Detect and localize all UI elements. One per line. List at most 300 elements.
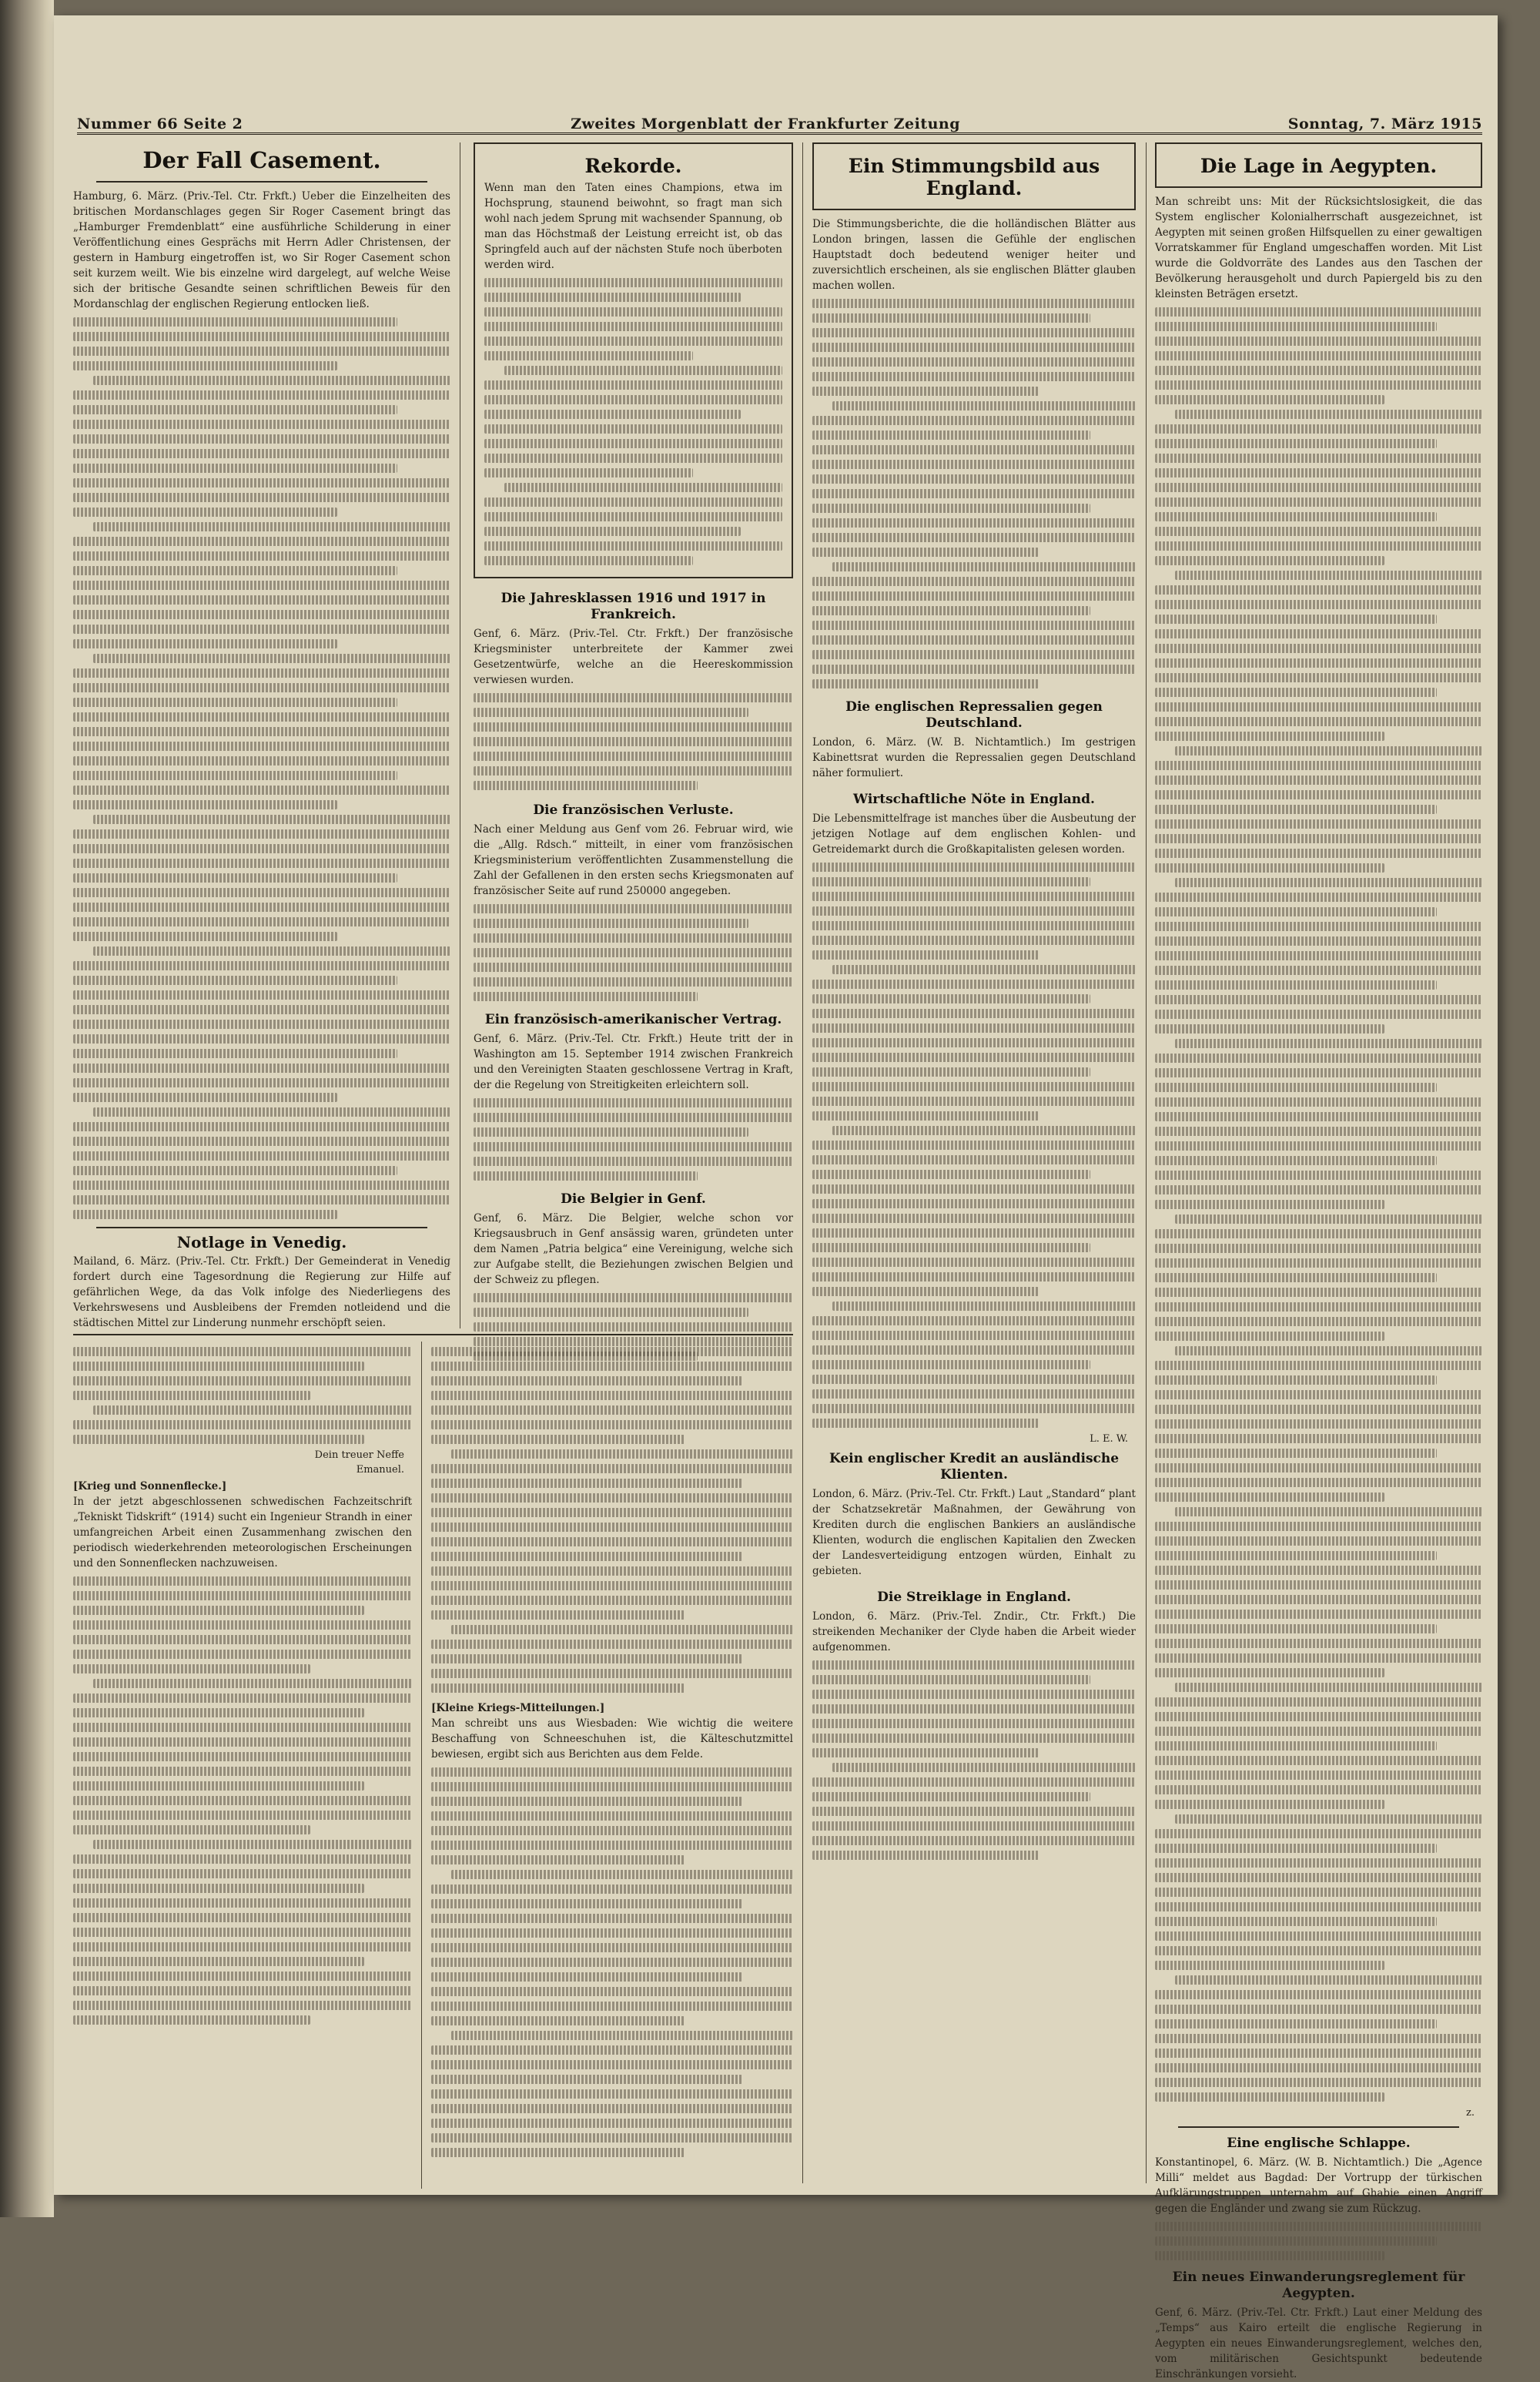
text-line bbox=[812, 416, 1136, 425]
text-line bbox=[812, 994, 1090, 1003]
text-line bbox=[73, 1576, 412, 1586]
article-lead: Man schreibt uns: Mit der Rücksichtslosigkeit, die das System englischer Kolonialherrschaft ausgezeichnet, ist Aegypten mit seinen großen Hilfsquellen zu einer gewaltigen Vorratskammer für England umgeschaffen worden. Mit List wurde die Goldvorräte des Landes aus den Taschen der Bevölkerung herausgeholt und durch Papiergeld bis zu den kleinsten Beträgen ersetzt. bbox=[1155, 196, 1482, 300]
text-line bbox=[1155, 1478, 1482, 1487]
text-line bbox=[93, 654, 450, 663]
text-line bbox=[1155, 1361, 1482, 1370]
text-line bbox=[73, 1210, 337, 1219]
text-line bbox=[1155, 395, 1384, 404]
text-line bbox=[431, 2119, 793, 2128]
text-line bbox=[1155, 439, 1437, 448]
text-line bbox=[1155, 1083, 1437, 1092]
text-line bbox=[474, 933, 793, 943]
text-line bbox=[73, 1591, 412, 1600]
text-line bbox=[1155, 1595, 1482, 1604]
text-line bbox=[1155, 2005, 1482, 2014]
text-line bbox=[73, 1854, 412, 1864]
text-line bbox=[812, 1243, 1090, 1252]
text-line bbox=[812, 1748, 1039, 1757]
text-line bbox=[73, 1694, 412, 1703]
text-line bbox=[431, 2002, 793, 2011]
text-line bbox=[812, 1316, 1136, 1325]
text-line bbox=[812, 892, 1136, 901]
text-line bbox=[1155, 337, 1482, 346]
text-line bbox=[73, 1884, 364, 1893]
text-line bbox=[1155, 1990, 1482, 1999]
text-line bbox=[73, 610, 450, 619]
text-line bbox=[73, 317, 397, 327]
text-line bbox=[1155, 1946, 1482, 1955]
text-line bbox=[431, 1914, 793, 1923]
text-line bbox=[1155, 1653, 1482, 1663]
text-line bbox=[812, 1272, 1136, 1281]
text-line bbox=[73, 1435, 364, 1444]
text-line bbox=[73, 449, 450, 458]
text-line bbox=[484, 454, 782, 463]
text-line bbox=[431, 1596, 793, 1605]
article-lead: Genf, 6. März. (Priv.-Tel. Ctr. Frkft.) Der französische Kriegsminister unterbreitete der Kammer zwei Gesetzentwürfe, welche an die Heereskommission verwiesen wurden. bbox=[474, 628, 793, 686]
text-line bbox=[431, 1435, 685, 1444]
text-line bbox=[1155, 2251, 1384, 2260]
text-line bbox=[1155, 468, 1482, 477]
text-line bbox=[1155, 307, 1482, 317]
text-line bbox=[431, 2060, 793, 2069]
text-line bbox=[1175, 746, 1482, 755]
text-line bbox=[431, 1972, 742, 1982]
article-title: Eine englische Schlappe. bbox=[1227, 2136, 1411, 2151]
text-line bbox=[812, 1345, 1136, 1355]
text-line bbox=[73, 976, 397, 985]
text-line bbox=[812, 577, 1136, 586]
text-line bbox=[1155, 1449, 1437, 1458]
column-2 bbox=[474, 142, 793, 1366]
text-line bbox=[812, 679, 1039, 688]
text-line bbox=[1155, 1800, 1384, 1809]
text-line bbox=[1155, 2092, 1384, 2102]
section-rule bbox=[73, 1334, 793, 1335]
column-3 bbox=[812, 142, 1136, 1865]
feuilleton-box bbox=[474, 142, 793, 578]
article-lead: Genf, 6. März. Die Belgier, welche schon vor Kriegsausbruch in Genf ansässig waren, gründeten unter dem Namen „Patria belgica“ eine Vereinigung, welche sich zur Aufgabe stellt, die Beziehungen zwischen Belgien und der Schweiz zu pflegen. bbox=[474, 1212, 793, 1286]
text-line bbox=[73, 1181, 450, 1190]
text-line bbox=[93, 1405, 412, 1415]
newspaper-page bbox=[54, 15, 1498, 2380]
text-line bbox=[812, 1331, 1136, 1340]
text-line bbox=[93, 1679, 412, 1688]
text-line bbox=[431, 1987, 793, 1996]
article-lead: Genf, 6. März. (Priv.-Tel. Ctr. Frkft.) Laut einer Meldung des „Temps“ aus Kairo erteilt die englische Regierung in Aegypten ein neues Einwanderungsreglement, welches den, vom militärischen Gesichtspunkt bedeutende Einschränkungen vorsieht. bbox=[1155, 2307, 1482, 2380]
article-title: Notlage in Venedig. bbox=[176, 1233, 347, 1251]
text-line bbox=[812, 591, 1136, 601]
text-line bbox=[93, 1840, 412, 1849]
text-line bbox=[812, 1821, 1136, 1831]
text-line bbox=[812, 1111, 1039, 1121]
text-line bbox=[73, 420, 450, 429]
text-line bbox=[1155, 1493, 1384, 1502]
text-line bbox=[812, 1053, 1136, 1062]
column-1 bbox=[73, 142, 450, 1331]
text-line bbox=[431, 1899, 742, 1908]
text-line bbox=[73, 888, 450, 897]
text-line bbox=[431, 1420, 793, 1429]
text-line bbox=[1155, 1727, 1482, 1736]
text-line bbox=[1175, 1507, 1482, 1516]
text-line bbox=[832, 562, 1136, 571]
text-line bbox=[73, 1986, 412, 1995]
text-line bbox=[1155, 1288, 1482, 1297]
text-line bbox=[1155, 512, 1437, 521]
text-line bbox=[73, 1928, 412, 1937]
text-line bbox=[1155, 1566, 1482, 1575]
text-line bbox=[1155, 995, 1482, 1004]
text-line bbox=[73, 493, 450, 502]
text-line bbox=[73, 332, 450, 341]
text-line bbox=[1155, 1463, 1482, 1472]
feuilleton-text: Man schreibt uns aus Wiesbaden: Wie wichtig die weitere Beschaffung von Schneeschuhen ist, die Kälteschutzmittel bewiesen, ergibt sich aus Berichten aus dem Felde. bbox=[431, 1717, 793, 1761]
text-line bbox=[431, 1552, 742, 1561]
text-line bbox=[431, 1376, 742, 1385]
text-line bbox=[1155, 556, 1384, 565]
text-line bbox=[1155, 1244, 1482, 1253]
text-line bbox=[431, 1797, 742, 1806]
text-line bbox=[1155, 1112, 1482, 1121]
text-line bbox=[812, 1214, 1136, 1223]
text-line bbox=[504, 483, 782, 492]
text-line bbox=[1155, 951, 1482, 960]
text-line bbox=[1155, 1141, 1482, 1151]
text-line bbox=[812, 1199, 1136, 1208]
text-line bbox=[812, 328, 1136, 337]
text-line bbox=[73, 727, 450, 736]
article-title: Der Fall Casement. bbox=[142, 147, 381, 173]
text-line bbox=[1155, 629, 1482, 638]
text-line bbox=[73, 756, 450, 766]
text-line bbox=[1155, 2222, 1482, 2231]
text-line bbox=[1175, 1814, 1482, 1824]
text-line bbox=[812, 548, 1039, 557]
text-line bbox=[73, 1898, 412, 1908]
text-line bbox=[812, 518, 1136, 528]
text-line bbox=[812, 357, 1136, 367]
text-line bbox=[474, 737, 793, 746]
text-line bbox=[812, 863, 1136, 872]
text-line bbox=[812, 313, 1090, 323]
masthead bbox=[77, 106, 1482, 135]
article-title: Ein Stimmungsbild aus England. bbox=[848, 155, 1100, 199]
text-line bbox=[812, 650, 1136, 659]
text-line bbox=[832, 1126, 1136, 1135]
text-line bbox=[1155, 1229, 1482, 1238]
text-line bbox=[1155, 702, 1482, 712]
article-title: Ein neues Einwanderungsreglement für Aegypten. bbox=[1172, 2270, 1465, 2301]
text-line bbox=[474, 722, 793, 732]
text-line bbox=[73, 1362, 364, 1371]
text-line bbox=[474, 766, 793, 776]
text-line bbox=[73, 1049, 397, 1058]
text-line bbox=[1155, 1712, 1482, 1721]
text-line bbox=[73, 698, 397, 707]
text-line bbox=[73, 464, 397, 473]
text-line bbox=[73, 361, 337, 370]
text-line bbox=[1155, 2019, 1437, 2029]
text-line bbox=[1155, 1200, 1384, 1209]
text-line bbox=[431, 1683, 685, 1693]
text-line bbox=[1155, 322, 1437, 331]
text-line bbox=[431, 1537, 793, 1546]
text-line bbox=[832, 1763, 1136, 1772]
text-line bbox=[73, 917, 450, 926]
text-line bbox=[1155, 424, 1482, 434]
text-line bbox=[812, 474, 1136, 484]
text-line bbox=[1155, 834, 1482, 843]
text-line bbox=[812, 372, 1136, 381]
text-line bbox=[73, 2001, 412, 2010]
text-line bbox=[93, 815, 450, 824]
text-line bbox=[73, 1347, 412, 1356]
text-line bbox=[1155, 1332, 1384, 1341]
text-line bbox=[1155, 966, 1482, 975]
text-line bbox=[1155, 790, 1482, 799]
text-line bbox=[73, 1957, 364, 1966]
text-line bbox=[1155, 2078, 1482, 2087]
text-line bbox=[1155, 1858, 1482, 1868]
text-line bbox=[431, 1464, 793, 1473]
text-line bbox=[812, 1792, 1090, 1801]
text-line bbox=[1175, 1039, 1482, 1048]
text-line bbox=[73, 434, 450, 444]
text-line bbox=[1155, 936, 1482, 946]
text-line bbox=[812, 1660, 1136, 1670]
text-line bbox=[484, 322, 782, 331]
article-lead: Nach einer Meldung aus Genf vom 26. Februar wird, wie die „Allg. Rdsch.“ mitteilt, in einer vom französischen Kriegsministerium veröffentlichten Zusammenstellung die Zahl der Gefallenen in den ersten sechs Kriegsmonaten auf französischer Seite auf rund 250000 angegeben. bbox=[474, 823, 793, 897]
text-line bbox=[812, 1836, 1136, 1845]
text-line bbox=[484, 468, 693, 477]
text-line bbox=[1155, 1639, 1482, 1648]
text-line bbox=[832, 965, 1136, 974]
article-title: Rekorde. bbox=[584, 155, 682, 177]
text-line bbox=[73, 961, 450, 970]
column-4 bbox=[1155, 142, 1482, 2382]
text-line bbox=[1155, 658, 1482, 668]
text-line bbox=[474, 963, 793, 972]
text-line bbox=[484, 512, 782, 521]
text-line bbox=[73, 1606, 364, 1615]
text-line bbox=[73, 566, 397, 575]
text-line bbox=[484, 337, 782, 346]
text-line bbox=[73, 1078, 450, 1087]
text-line bbox=[73, 1166, 397, 1175]
text-line bbox=[73, 1811, 412, 1820]
text-line bbox=[812, 1141, 1136, 1150]
text-line bbox=[1155, 2049, 1482, 2058]
text-line bbox=[431, 1493, 793, 1503]
text-line bbox=[1175, 1346, 1482, 1355]
text-line bbox=[1155, 922, 1482, 931]
text-line bbox=[1155, 1697, 1482, 1707]
text-line bbox=[73, 786, 450, 795]
text-line bbox=[73, 932, 337, 941]
divider bbox=[1178, 2126, 1459, 2128]
text-line bbox=[1155, 1917, 1437, 1926]
feuilleton-left bbox=[73, 1342, 412, 2030]
feuilleton-heading: [Krieg und Sonnenflecke.] bbox=[73, 1480, 227, 1493]
text-line bbox=[73, 1391, 310, 1400]
text-line bbox=[812, 1170, 1090, 1179]
article-title: Die französischen Verluste. bbox=[533, 802, 734, 818]
article-lead: Konstantinopel, 6. März. (W. B. Nichtamtlich.) Die „Agence Milli“ meldet aus Bagdad: Der Vortrupp der türkischen Aufklärungstruppen unternahm auf Ghabie einen Angriff gegen die Engländer und zwang sie zum Rückzug. bbox=[1155, 2156, 1482, 2215]
text-line bbox=[73, 1825, 310, 1834]
issue-date: Sonntag, 7. März 1915 bbox=[1287, 116, 1482, 132]
text-line bbox=[73, 829, 450, 839]
text-line bbox=[431, 1523, 793, 1532]
text-line bbox=[73, 405, 397, 414]
text-line bbox=[73, 1708, 364, 1717]
text-line bbox=[812, 606, 1090, 615]
text-line bbox=[474, 948, 793, 957]
text-line bbox=[474, 1308, 748, 1317]
text-line bbox=[1155, 1741, 1437, 1750]
text-line bbox=[73, 712, 450, 722]
article-title: Die englischen Repressalien gegen Deutschland. bbox=[845, 699, 1103, 731]
text-line bbox=[73, 347, 450, 356]
text-line bbox=[474, 904, 793, 913]
text-line bbox=[1155, 1902, 1482, 1911]
text-line bbox=[1155, 1522, 1482, 1531]
text-line bbox=[73, 1650, 412, 1659]
text-line bbox=[451, 1870, 793, 1879]
text-line bbox=[1155, 585, 1482, 595]
text-line bbox=[484, 293, 741, 302]
text-line bbox=[484, 527, 741, 536]
text-line bbox=[73, 1942, 412, 1951]
text-line bbox=[474, 1293, 793, 1302]
text-line bbox=[484, 541, 782, 551]
text-line bbox=[1175, 410, 1482, 419]
text-line bbox=[451, 1449, 793, 1459]
text-line bbox=[474, 977, 793, 987]
text-line bbox=[73, 903, 450, 912]
text-line bbox=[73, 639, 337, 648]
text-line bbox=[431, 2016, 685, 2025]
text-line bbox=[812, 489, 1136, 498]
text-line bbox=[1155, 761, 1482, 770]
text-line bbox=[504, 366, 782, 375]
text-line bbox=[431, 1654, 742, 1663]
text-line bbox=[832, 1302, 1136, 1311]
text-line bbox=[431, 1566, 793, 1576]
text-line bbox=[1155, 1156, 1437, 1165]
text-line bbox=[484, 351, 693, 360]
text-line bbox=[812, 665, 1136, 674]
article-signature: z. bbox=[1466, 2107, 1475, 2119]
text-line bbox=[1155, 1536, 1482, 1546]
text-line bbox=[812, 1228, 1136, 1238]
text-line bbox=[1175, 571, 1482, 580]
text-line bbox=[474, 1127, 748, 1137]
text-line bbox=[812, 1807, 1136, 1816]
article-lead: Wenn man den Taten eines Champions, etwa im Hochsprung, staunend beiwohnt, so fragt man sich wohl nach jedem Sprung mit wachsender Spannung, ob man das Höchstmaß der Leistung erreicht ist, ob das Springfeld auch auf der nächsten Stufe noch überboten werden wird. bbox=[484, 182, 782, 271]
text-line bbox=[1155, 1258, 1482, 1268]
text-line bbox=[812, 1690, 1136, 1699]
text-line bbox=[431, 1855, 685, 1864]
text-line bbox=[431, 1943, 793, 1952]
feuilleton-right bbox=[431, 1342, 793, 2163]
text-line bbox=[431, 1610, 685, 1620]
text-line bbox=[73, 537, 450, 546]
text-line bbox=[73, 990, 450, 1000]
text-line bbox=[812, 533, 1136, 542]
text-line bbox=[73, 683, 450, 692]
text-line bbox=[812, 1287, 1039, 1296]
text-line bbox=[1155, 1097, 1482, 1107]
text-line bbox=[1155, 600, 1482, 609]
letter-closing: Dein treuer Neffe bbox=[314, 1449, 404, 1461]
text-line bbox=[1155, 1888, 1482, 1897]
text-line bbox=[1155, 732, 1384, 741]
text-line bbox=[1155, 1405, 1482, 1414]
article-lead: Genf, 6. März. (Priv.-Tel. Ctr. Frkft.) Heute tritt der in Washington am 15. September 1914 zwischen Frankreich und den Vereinigten Staaten geschlossene Vertrag in Kraft, der die Regelung von Streitigkeiten erleichtern soll. bbox=[474, 1033, 793, 1091]
text-line bbox=[812, 1009, 1136, 1018]
text-line bbox=[812, 1777, 1136, 1787]
text-line bbox=[451, 2031, 793, 2040]
text-line bbox=[1155, 1829, 1482, 1838]
text-line bbox=[431, 1479, 742, 1488]
text-line bbox=[484, 439, 782, 448]
text-line bbox=[73, 1195, 450, 1204]
text-line bbox=[474, 693, 793, 702]
text-line bbox=[431, 2089, 793, 2099]
text-line bbox=[812, 980, 1136, 989]
text-line bbox=[1155, 907, 1437, 916]
text-line bbox=[1175, 1975, 1482, 1985]
text-line bbox=[832, 401, 1136, 410]
text-line bbox=[93, 1107, 450, 1117]
text-line bbox=[73, 390, 450, 400]
feuilleton-heading: [Kleine Kriegs-Mitteilungen.] bbox=[431, 1702, 605, 1714]
text-line bbox=[812, 445, 1136, 454]
text-line bbox=[73, 2015, 310, 2025]
text-line bbox=[812, 431, 1090, 440]
article-lead: London, 6. März. (Priv.-Tel. Ctr. Frkft.) Laut „Standard“ plant der Schatzsekretär Maßnahmen, der Gewährung von Krediten durch die englischen Bankiers an ausländische Klienten, wodurch die englischen Kapitalien den Zwecken der Landesverteidigung entzogen würden, Einhalt zu gebieten. bbox=[812, 1488, 1136, 1577]
text-line bbox=[474, 708, 748, 717]
text-line bbox=[1155, 1024, 1384, 1034]
headline-box bbox=[812, 142, 1136, 210]
text-line bbox=[812, 1419, 1039, 1428]
text-line bbox=[1155, 849, 1482, 858]
edition-title: Zweites Morgenblatt der Frankfurter Zeitung bbox=[571, 116, 961, 132]
text-line bbox=[474, 781, 698, 790]
text-line bbox=[73, 581, 450, 590]
text-line bbox=[73, 595, 450, 605]
feuilleton-text: In der jetzt abgeschlossenen schwedischen Fachzeitschrift „Tekniskt Tidskrift“ (1914) sucht ein Ingenieur Strandh in einer umfangreichen Arbeit einen Zusammenhang zwischen den periodisch wiederkehrenden meteorologischen Erscheinungen und den Sonnenflecken nachzuweisen. bbox=[73, 1496, 412, 1570]
text-line bbox=[1155, 863, 1384, 873]
text-line bbox=[812, 1258, 1136, 1267]
article-title: Die Lage in Aegypten. bbox=[1200, 155, 1438, 177]
article-lead: London, 6. März. (Priv.-Tel. Zndir., Ctr. Frkft.) Die streikenden Mechaniker der Clyde haben die Arbeit wieder aufgenommen. bbox=[812, 1610, 1136, 1653]
text-line bbox=[73, 771, 397, 780]
text-line bbox=[451, 1625, 793, 1634]
text-line bbox=[431, 1669, 793, 1678]
text-line bbox=[1155, 366, 1482, 375]
text-line bbox=[431, 1362, 793, 1371]
text-line bbox=[1155, 351, 1482, 360]
text-line bbox=[1155, 1390, 1482, 1399]
text-line bbox=[812, 877, 1090, 886]
text-line bbox=[484, 410, 741, 419]
text-line bbox=[1155, 1580, 1482, 1590]
column-rule bbox=[802, 142, 803, 2183]
text-line bbox=[73, 1064, 450, 1073]
text-line bbox=[474, 1098, 793, 1107]
